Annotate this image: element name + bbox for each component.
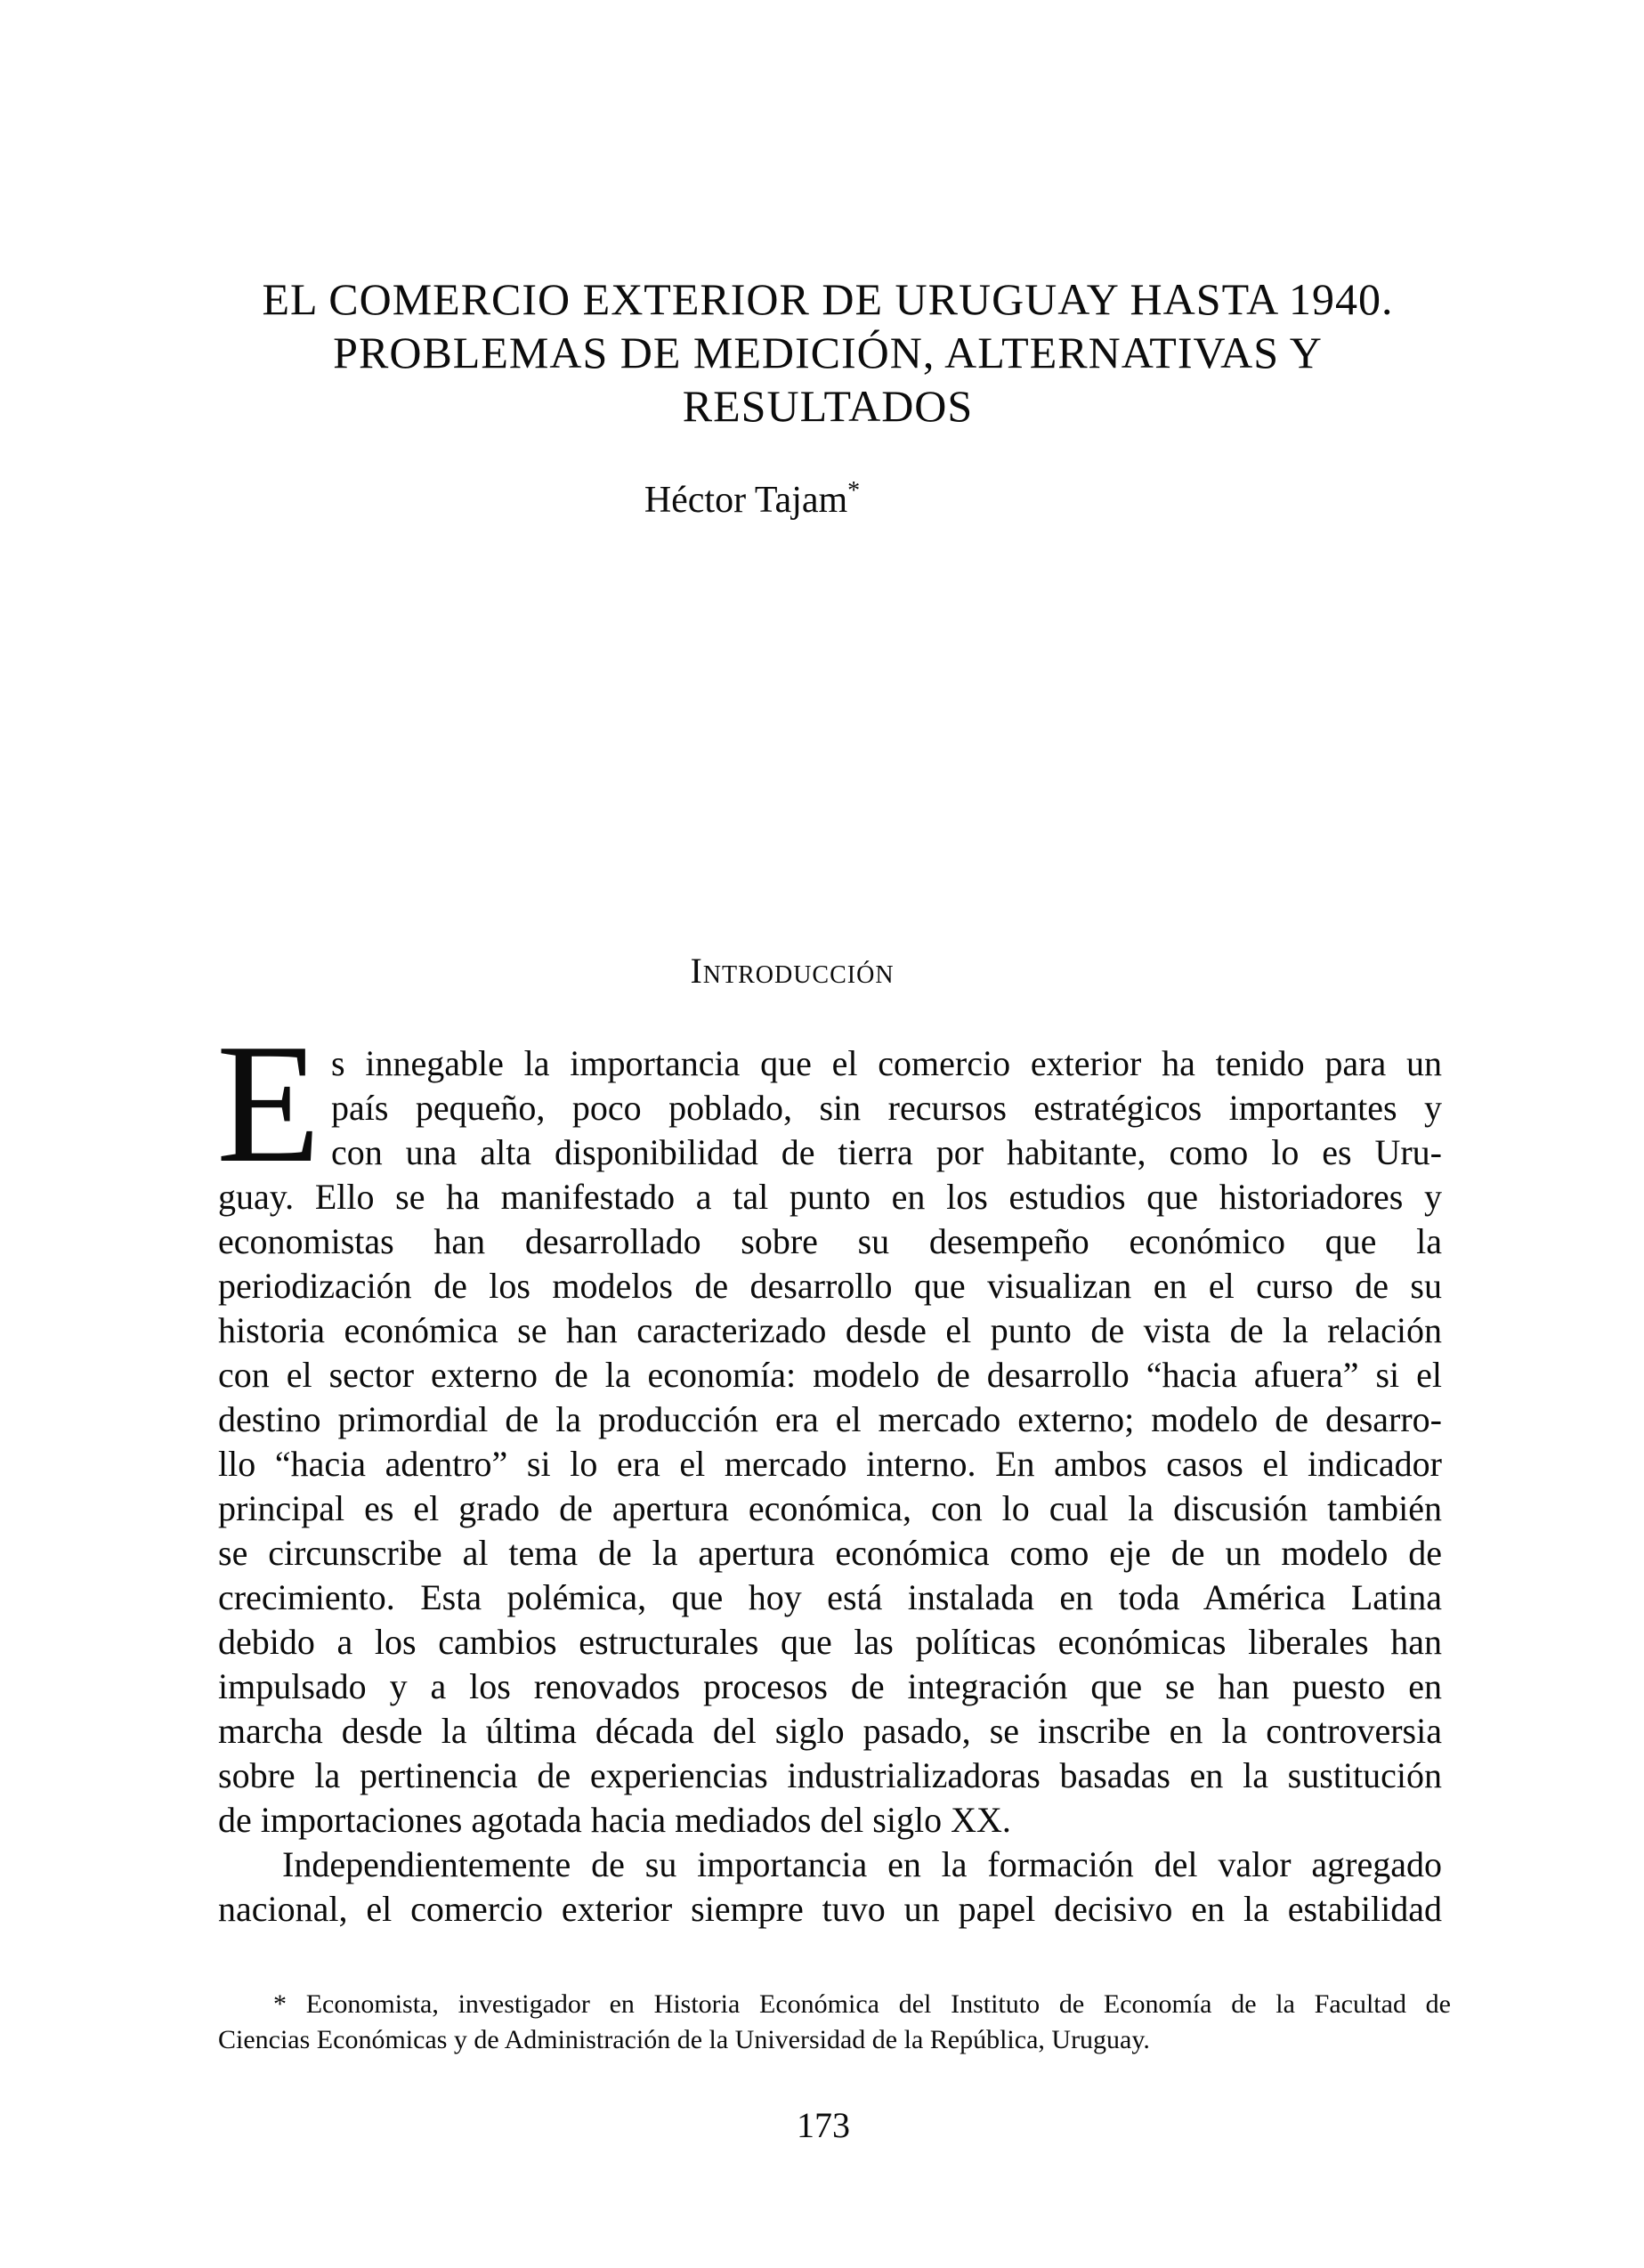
author-name: Héctor Tajam [644, 480, 848, 521]
footnote [218, 1987, 1451, 2058]
page-number: 173 [797, 2105, 850, 2145]
body-line: s innegable la importancia que el comercio exterior ha tenido para un [331, 1043, 1442, 1083]
body-line: sobre la pertinencia de experiencias industrializadoras basadas en la sustitución [218, 1755, 1442, 1795]
body-line: guay. Ello se ha manifestado a tal punto en los estudios que historiadores y [218, 1177, 1442, 1217]
body-line: debido a los cambios estructurales que las políticas económicas liberales han [218, 1622, 1442, 1662]
body-line: de importaciones agotada hacia mediados del siglo XX. [218, 1800, 1011, 1840]
body-line: con el sector externo de la economía: modelo de desarrollo “hacia afuera” si el [218, 1355, 1442, 1395]
body-line: nacional, el comercio exterior siempre tuvo un papel decisivo en la estabilidad [218, 1889, 1442, 1929]
paper-title-line: RESULTADOS [682, 381, 974, 431]
body-line: impulsado y a los renovados procesos de integración que se han puesto en [218, 1666, 1442, 1706]
body-line: principal es el grado de apertura económica, con lo cual la discusión también [218, 1488, 1442, 1528]
body-line: marcha desde la última década del siglo pasado, se inscribe en la controversia [218, 1711, 1442, 1751]
body-line: con una alta disponibilidad de tierra por habitante, como lo es Uru- [331, 1132, 1442, 1172]
body-line: llo “hacia adentro” si lo era el mercado interno. En ambos casos el indicador [218, 1444, 1442, 1484]
body-line: destino primordial de la producción era el mercado externo; modelo de desarro- [218, 1399, 1442, 1439]
body-text [218, 1041, 1442, 1932]
body-line: se circunscribe al tema de la apertura económica como eje de un modelo de [218, 1533, 1442, 1573]
body-line: periodización de los modelos de desarrollo que visualizan en el curso de su [218, 1266, 1442, 1306]
body-line: economistas han desarrollado sobre su desempeño económico que la [218, 1221, 1442, 1261]
author-byline [142, 477, 1362, 523]
paper-title-line: EL COMERCIO EXTERIOR DE URUGUAY HASTA 1940. [262, 274, 1394, 324]
paper-title-line: PROBLEMAS DE MEDICIÓN, ALTERNATIVAS Y [333, 328, 1323, 377]
section-heading-introduccion: Introducción [690, 951, 895, 991]
body-line: Independientemente de su importancia en la formación del valor agregado [282, 1844, 1442, 1884]
footnote-line: Ciencias Económicas y de Administración de la Universidad de la República, Uruguay. [218, 2025, 1150, 2054]
body-line: país pequeño, poco poblado, sin recursos estratégicos importantes y [331, 1088, 1442, 1128]
footnote-line: * Economista, investigador en Historia Económica del Instituto de Economía de la Facultad de [273, 1989, 1451, 2019]
body-line: crecimiento. Esta polémica, que hoy está instalada en toda América Latina [218, 1577, 1442, 1617]
author-footnote-mark: * [847, 477, 861, 505]
body-line: historia económica se han caracterizado desde el punto de vista de la relación [218, 1310, 1442, 1350]
paper-title [218, 272, 1437, 433]
dropcap-letter: E [216, 1008, 321, 1198]
